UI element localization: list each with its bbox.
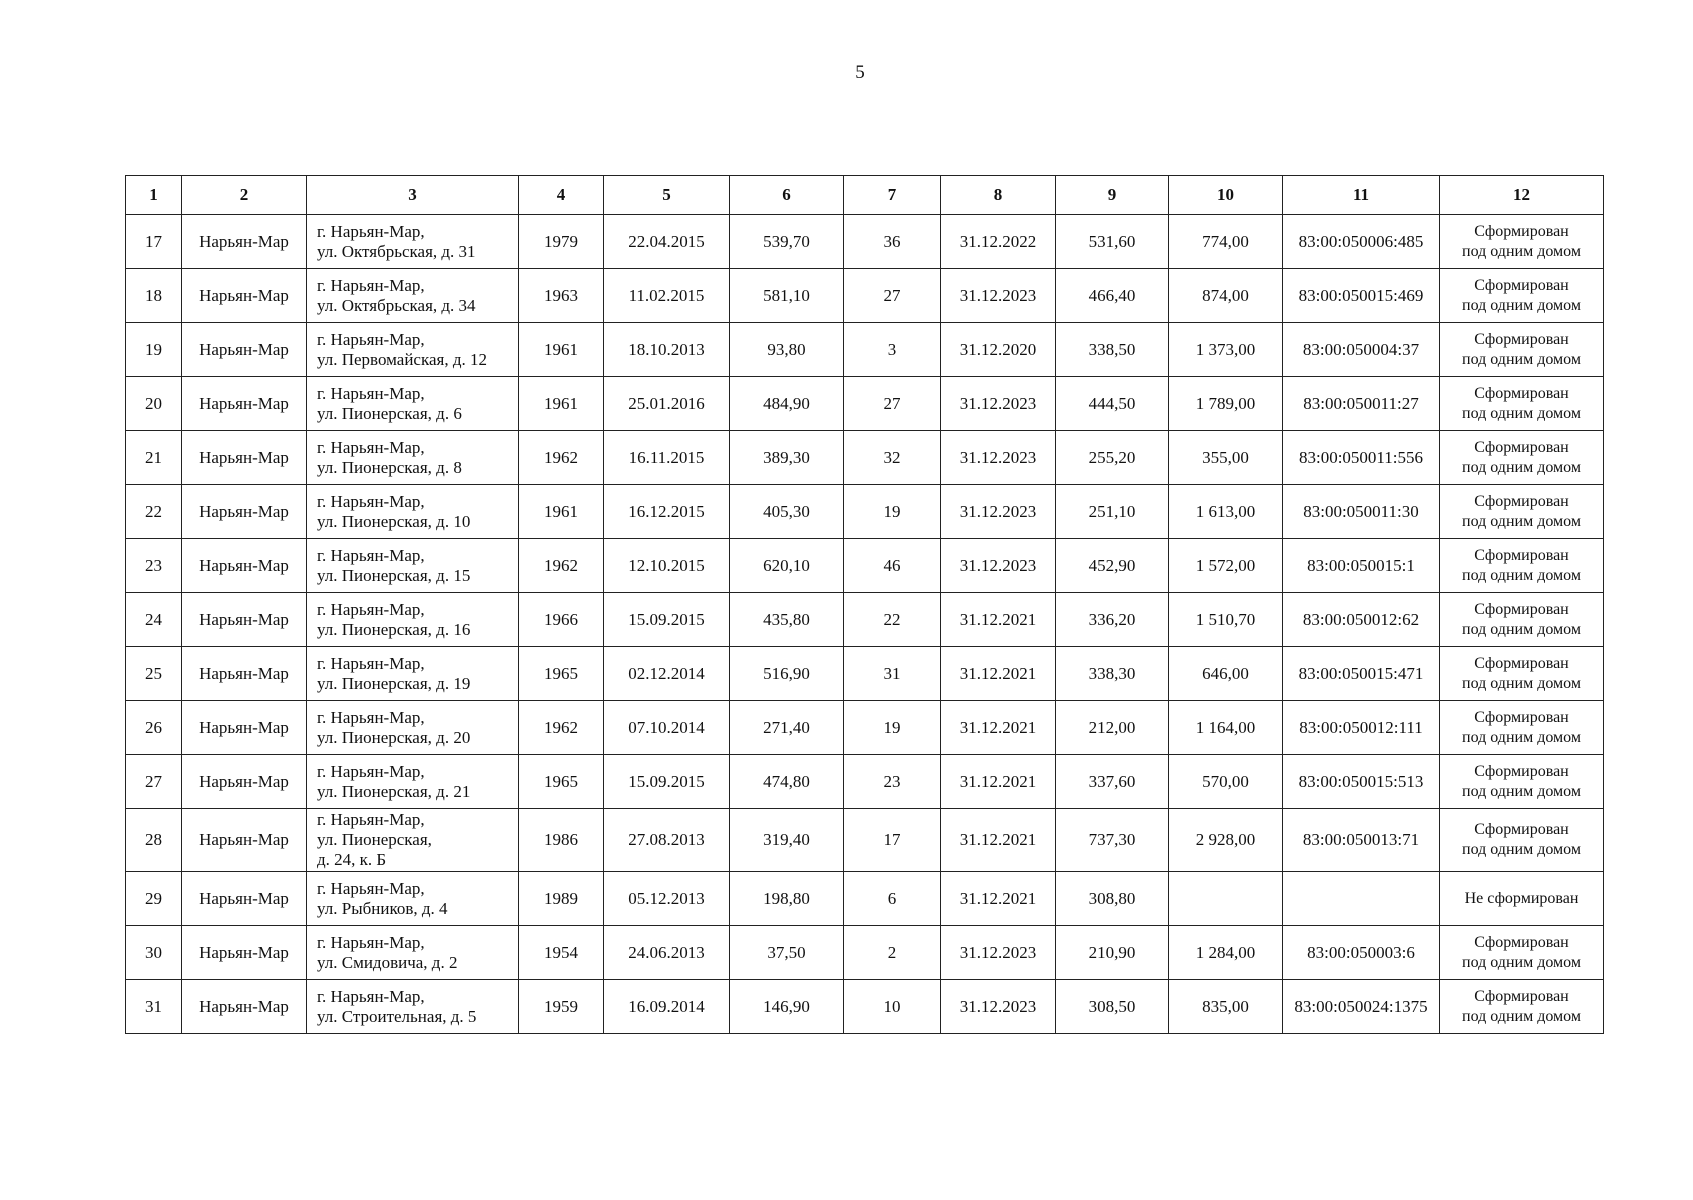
land-status-line: Сформирован [1474,762,1569,780]
cadastral-number-cell: 83:00:050015:1 [1283,539,1440,593]
deadline-cell: 31.12.2023 [941,980,1056,1034]
date-cell: 02.12.2014 [604,647,730,701]
address-line: ул. Пионерская, д. 8 [317,457,462,477]
land-area-cell: 1 572,00 [1169,539,1283,593]
residents-cell: 23 [844,755,941,809]
area-cell: 146,90 [730,980,844,1034]
land-status-line: Сформирован [1474,384,1569,402]
address-line: г. Нарьян-Мар, [317,653,425,673]
address-line: г. Нарьян-Мар, [317,383,425,403]
address-line: г. Нарьян-Мар, [317,329,425,349]
table-row [126,485,1604,539]
residents-cell: 27 [844,377,941,431]
area-value-cell: 308,50 [1056,980,1169,1034]
year-built-cell: 1962 [519,539,604,593]
area-cell: 93,80 [730,323,844,377]
address-cell [307,755,519,809]
registry-table [125,175,1604,1034]
cadastral-number-cell: 83:00:050015:513 [1283,755,1440,809]
deadline-cell: 31.12.2021 [941,701,1056,755]
date-cell: 25.01.2016 [604,377,730,431]
table-row [126,980,1604,1034]
land-status-line: под одним домом [1462,566,1581,584]
land-status-cell [1440,926,1604,980]
address-cell [307,215,519,269]
land-status-cell [1440,647,1604,701]
column-header-4: 4 [519,176,604,215]
land-area-cell: 1 373,00 [1169,323,1283,377]
land-area-cell: 1 789,00 [1169,377,1283,431]
address-line: г. Нарьян-Мар, [317,545,425,565]
residents-cell: 36 [844,215,941,269]
residents-cell: 22 [844,593,941,647]
address-cell [307,593,519,647]
area-value-cell: 210,90 [1056,926,1169,980]
settlement-cell: Нарьян-Мар [182,809,307,872]
address-line: г. Нарьян-Мар, [317,878,425,898]
settlement-cell: Нарьян-Мар [182,926,307,980]
settlement-cell: Нарьян-Мар [182,755,307,809]
land-area-cell: 646,00 [1169,647,1283,701]
area-value-cell: 212,00 [1056,701,1169,755]
row-number-cell: 21 [126,431,182,485]
year-built-cell: 1959 [519,980,604,1034]
cadastral-number-cell: 83:00:050015:469 [1283,269,1440,323]
row-number-cell: 24 [126,593,182,647]
area-cell: 539,70 [730,215,844,269]
address-cell [307,980,519,1034]
deadline-cell: 31.12.2023 [941,539,1056,593]
deadline-cell: 31.12.2023 [941,377,1056,431]
deadline-cell: 31.12.2021 [941,593,1056,647]
column-header-12: 12 [1440,176,1604,215]
cadastral-number-cell: 83:00:050003:6 [1283,926,1440,980]
residents-cell: 17 [844,809,941,872]
address-cell [307,809,519,872]
address-line: г. Нарьян-Мар, [317,707,425,727]
table-row [126,755,1604,809]
row-number-cell: 28 [126,809,182,872]
cadastral-number-cell: 83:00:050011:556 [1283,431,1440,485]
column-header-9: 9 [1056,176,1169,215]
address-line: г. Нарьян-Мар, [317,810,425,829]
address-line: ул. Октябрьская, д. 31 [317,241,476,261]
residents-cell: 31 [844,647,941,701]
year-built-cell: 1954 [519,926,604,980]
settlement-cell: Нарьян-Мар [182,215,307,269]
area-cell: 484,90 [730,377,844,431]
year-built-cell: 1965 [519,755,604,809]
year-built-cell: 1965 [519,647,604,701]
deadline-cell: 31.12.2023 [941,431,1056,485]
residents-cell: 6 [844,872,941,926]
land-status-line: Сформирован [1474,933,1569,951]
year-built-cell: 1979 [519,215,604,269]
table-row [126,701,1604,755]
cadastral-number-cell: 83:00:050004:37 [1283,323,1440,377]
area-value-cell: 255,20 [1056,431,1169,485]
land-status-line: под одним домом [1462,620,1581,638]
land-status-line: под одним домом [1462,1007,1581,1025]
land-status-line: под одним домом [1462,953,1581,971]
table-row [126,323,1604,377]
deadline-cell: 31.12.2022 [941,215,1056,269]
row-number-cell: 22 [126,485,182,539]
land-area-cell: 1 510,70 [1169,593,1283,647]
land-area-cell: 1 613,00 [1169,485,1283,539]
land-status-cell [1440,701,1604,755]
land-status-line: Сформирован [1474,821,1569,838]
land-status-cell [1440,980,1604,1034]
address-line: ул. Пионерская, д. 15 [317,565,471,585]
date-cell: 11.02.2015 [604,269,730,323]
address-cell [307,485,519,539]
residents-cell: 2 [844,926,941,980]
row-number-cell: 30 [126,926,182,980]
date-cell: 15.09.2015 [604,755,730,809]
address-line: ул. Пионерская, д. 10 [317,511,471,531]
date-cell: 27.08.2013 [604,809,730,872]
date-cell: 05.12.2013 [604,872,730,926]
deadline-cell: 31.12.2021 [941,809,1056,872]
year-built-cell: 1986 [519,809,604,872]
settlement-cell: Нарьян-Мар [182,647,307,701]
column-header-10: 10 [1169,176,1283,215]
address-line: ул. Пионерская, д. 21 [317,781,471,801]
area-cell: 620,10 [730,539,844,593]
row-number-cell: 17 [126,215,182,269]
address-cell [307,701,519,755]
address-line: г. Нарьян-Мар, [317,491,425,511]
area-value-cell: 251,10 [1056,485,1169,539]
column-header-11: 11 [1283,176,1440,215]
land-status-line: Сформирован [1474,600,1569,618]
year-built-cell: 1989 [519,872,604,926]
land-status-cell [1440,431,1604,485]
address-line: г. Нарьян-Мар, [317,221,425,241]
land-status-cell [1440,485,1604,539]
year-built-cell: 1961 [519,323,604,377]
date-cell: 16.11.2015 [604,431,730,485]
registry-table-wrap [125,175,1603,1034]
area-value-cell: 308,80 [1056,872,1169,926]
land-area-cell [1169,872,1283,926]
address-cell [307,539,519,593]
cadastral-number-cell: 83:00:050024:1375 [1283,980,1440,1034]
address-line: г. Нарьян-Мар, [317,986,425,1006]
residents-cell: 46 [844,539,941,593]
year-built-cell: 1962 [519,431,604,485]
land-status-cell [1440,809,1604,872]
land-area-cell: 2 928,00 [1169,809,1283,872]
row-number-cell: 31 [126,980,182,1034]
year-built-cell: 1961 [519,485,604,539]
address-line: ул. Пионерская, д. 16 [317,619,471,639]
land-status-cell [1440,323,1604,377]
year-built-cell: 1961 [519,377,604,431]
date-cell: 12.10.2015 [604,539,730,593]
cadastral-number-cell: 83:00:050011:27 [1283,377,1440,431]
area-cell: 198,80 [730,872,844,926]
settlement-cell: Нарьян-Мар [182,980,307,1034]
table-row [126,872,1604,926]
table-row [126,431,1604,485]
area-value-cell: 737,30 [1056,809,1169,872]
header-row [126,176,1604,215]
column-header-8: 8 [941,176,1056,215]
land-status-line: под одним домом [1462,296,1581,314]
date-cell: 16.09.2014 [604,980,730,1034]
address-cell [307,323,519,377]
cadastral-number-cell: 83:00:050015:471 [1283,647,1440,701]
land-status-line: под одним домом [1462,458,1581,476]
area-cell: 581,10 [730,269,844,323]
settlement-cell: Нарьян-Мар [182,485,307,539]
year-built-cell: 1966 [519,593,604,647]
settlement-cell: Нарьян-Мар [182,431,307,485]
area-value-cell: 452,90 [1056,539,1169,593]
year-built-cell: 1963 [519,269,604,323]
row-number-cell: 26 [126,701,182,755]
land-status-line: Сформирован [1474,546,1569,564]
area-value-cell: 337,60 [1056,755,1169,809]
land-status-cell [1440,377,1604,431]
residents-cell: 3 [844,323,941,377]
address-line: г. Нарьян-Мар, [317,599,425,619]
date-cell: 15.09.2015 [604,593,730,647]
row-number-cell: 20 [126,377,182,431]
address-cell [307,926,519,980]
address-line: ул. Пионерская, [317,830,432,849]
cadastral-number-cell: 83:00:050011:30 [1283,485,1440,539]
settlement-cell: Нарьян-Мар [182,872,307,926]
settlement-cell: Нарьян-Мар [182,539,307,593]
land-status-line: Сформирован [1474,654,1569,672]
area-value-cell: 444,50 [1056,377,1169,431]
address-cell [307,872,519,926]
land-status-line: под одним домом [1462,242,1581,260]
deadline-cell: 31.12.2021 [941,755,1056,809]
table-body [126,215,1604,1034]
address-cell [307,647,519,701]
cadastral-number-cell: 83:00:050006:485 [1283,215,1440,269]
land-status-line: под одним домом [1462,674,1581,692]
table-row [126,593,1604,647]
table-row [126,377,1604,431]
settlement-cell: Нарьян-Мар [182,269,307,323]
table-row [126,926,1604,980]
deadline-cell: 31.12.2023 [941,269,1056,323]
land-area-cell: 835,00 [1169,980,1283,1034]
address-line: ул. Пионерская, д. 20 [317,727,471,747]
row-number-cell: 18 [126,269,182,323]
area-cell: 319,40 [730,809,844,872]
land-area-cell: 1 284,00 [1169,926,1283,980]
land-status-line: под одним домом [1462,350,1581,368]
land-area-cell: 1 164,00 [1169,701,1283,755]
row-number-cell: 25 [126,647,182,701]
date-cell: 07.10.2014 [604,701,730,755]
area-cell: 435,80 [730,593,844,647]
address-line: г. Нарьян-Мар, [317,275,425,295]
deadline-cell: 31.12.2023 [941,926,1056,980]
land-status-line: под одним домом [1462,728,1581,746]
cadastral-number-cell: 83:00:050012:62 [1283,593,1440,647]
address-line: ул. Смидовича, д. 2 [317,952,458,972]
residents-cell: 27 [844,269,941,323]
land-status-cell [1440,755,1604,809]
land-status-line: под одним домом [1462,404,1581,422]
deadline-cell: 31.12.2023 [941,485,1056,539]
area-value-cell: 466,40 [1056,269,1169,323]
cadastral-number-cell [1283,872,1440,926]
settlement-cell: Нарьян-Мар [182,323,307,377]
residents-cell: 19 [844,701,941,755]
page-number: 5 [855,62,865,83]
address-line: ул. Октябрьская, д. 34 [317,295,476,315]
address-cell [307,377,519,431]
land-status-cell [1440,215,1604,269]
land-area-cell: 355,00 [1169,431,1283,485]
address-line: г. Нарьян-Мар, [317,932,425,952]
column-header-1: 1 [126,176,182,215]
row-number-cell: 19 [126,323,182,377]
land-status-line: Сформирован [1474,492,1569,510]
address-line: ул. Первомайская, д. 12 [317,349,487,369]
address-line: ул. Пионерская, д. 19 [317,673,471,693]
address-line: г. Нарьян-Мар, [317,761,425,781]
address-line: г. Нарьян-Мар, [317,437,425,457]
year-built-cell: 1962 [519,701,604,755]
address-line: ул. Строительная, д. 5 [317,1006,477,1026]
column-header-3: 3 [307,176,519,215]
land-status-cell [1440,593,1604,647]
land-status-line: Не сформирован [1464,889,1579,907]
column-header-7: 7 [844,176,941,215]
date-cell: 18.10.2013 [604,323,730,377]
deadline-cell: 31.12.2021 [941,647,1056,701]
cadastral-number-cell: 83:00:050013:71 [1283,809,1440,872]
address-line: ул. Пионерская, д. 6 [317,403,462,423]
address-cell [307,269,519,323]
column-header-6: 6 [730,176,844,215]
area-value-cell: 336,20 [1056,593,1169,647]
residents-cell: 32 [844,431,941,485]
land-status-line: Сформирован [1474,222,1569,240]
column-header-2: 2 [182,176,307,215]
deadline-cell: 31.12.2020 [941,323,1056,377]
land-status-cell [1440,539,1604,593]
date-cell: 22.04.2015 [604,215,730,269]
row-number-cell: 29 [126,872,182,926]
land-status-line: Сформирован [1474,330,1569,348]
land-status-line: Сформирован [1474,987,1569,1005]
area-value-cell: 338,30 [1056,647,1169,701]
area-cell: 37,50 [730,926,844,980]
land-status-line: под одним домом [1462,782,1581,800]
column-header-5: 5 [604,176,730,215]
area-cell: 271,40 [730,701,844,755]
row-number-cell: 23 [126,539,182,593]
date-cell: 16.12.2015 [604,485,730,539]
table-row [126,809,1604,872]
settlement-cell: Нарьян-Мар [182,377,307,431]
land-area-cell: 874,00 [1169,269,1283,323]
land-status-cell [1440,269,1604,323]
date-cell: 24.06.2013 [604,926,730,980]
address-line: д. 24, к. Б [317,850,387,869]
table-row [126,215,1604,269]
land-area-cell: 774,00 [1169,215,1283,269]
residents-cell: 19 [844,485,941,539]
table-row [126,269,1604,323]
land-status-line: под одним домом [1462,841,1581,858]
area-value-cell: 338,50 [1056,323,1169,377]
address-cell [307,431,519,485]
residents-cell: 10 [844,980,941,1034]
land-status-line: Сформирован [1474,276,1569,294]
area-value-cell: 531,60 [1056,215,1169,269]
land-status-line: Сформирован [1474,708,1569,726]
land-status-line: под одним домом [1462,512,1581,530]
area-cell: 389,30 [730,431,844,485]
land-status-cell [1440,872,1604,926]
table-row [126,647,1604,701]
land-area-cell: 570,00 [1169,755,1283,809]
address-line: ул. Рыбников, д. 4 [317,898,448,918]
cadastral-number-cell: 83:00:050012:111 [1283,701,1440,755]
area-cell: 474,80 [730,755,844,809]
table-row [126,539,1604,593]
area-cell: 405,30 [730,485,844,539]
deadline-cell: 31.12.2021 [941,872,1056,926]
area-cell: 516,90 [730,647,844,701]
settlement-cell: Нарьян-Мар [182,701,307,755]
land-status-line: Сформирован [1474,438,1569,456]
row-number-cell: 27 [126,755,182,809]
settlement-cell: Нарьян-Мар [182,593,307,647]
